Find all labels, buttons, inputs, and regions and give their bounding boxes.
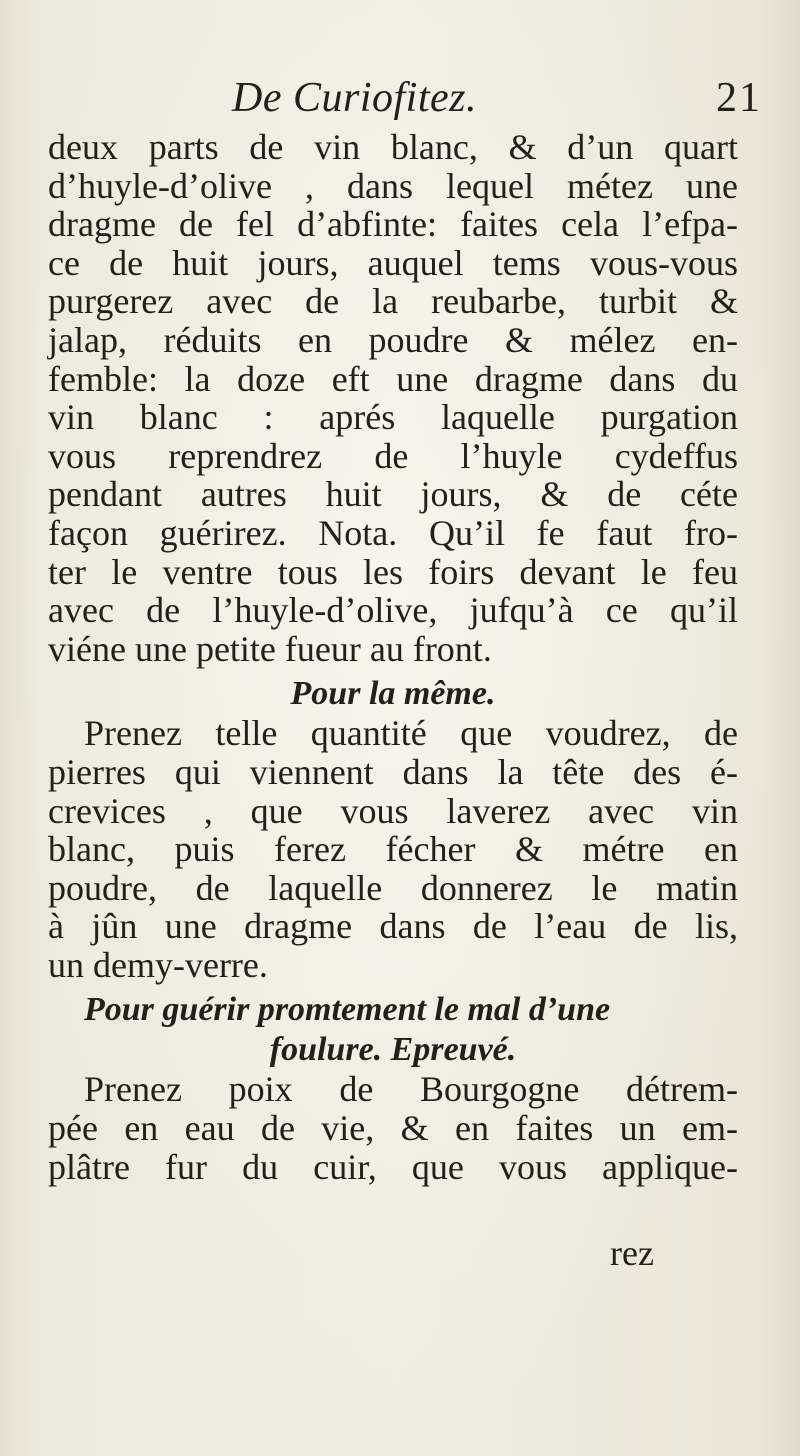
text-line: dragme de fel d’abfinte: faites cela l’efpa- (48, 204, 738, 245)
text-line: à jûn une dragme dans de l’eau de lis, (48, 906, 738, 947)
text-line: Prenez telle quantité que voudrez, de (84, 713, 738, 754)
text-line: blanc, puis ferez fécher & métre en (48, 829, 738, 870)
text-line: plâtre fur du cuir, que vous applique- (48, 1146, 738, 1187)
text-line: d’huyle-d’olive , dans lequel métez une (48, 165, 738, 206)
text-line: avec de l’huyle-d’olive, jufqu’à ce qu’il (48, 590, 738, 631)
text-line: deux parts de vin blanc, & d’un quart (48, 127, 738, 167)
text-line: vous reprendrez de l’huyle cydeffus (48, 435, 738, 476)
text-block (48, 128, 738, 1186)
text-line: pierres qui viennent dans la tête des é- (48, 751, 738, 792)
text-line: femble: la doze eft une dragme dans du (48, 358, 738, 399)
text-line: crevices , que vous laverez avec vin (48, 790, 738, 831)
text-line: viéne une petite fueur au front. (48, 628, 492, 669)
text-line: Prenez poix de Bourgogne détrem- (84, 1069, 738, 1110)
text-line: pée en eau de vie, & en faites un em- (48, 1108, 738, 1149)
page-number: 21 (716, 75, 762, 121)
text-line: purgerez avec de la reubarbe, turbit & (48, 281, 738, 322)
text-line: vin blanc : aprés laquelle purgation (48, 397, 738, 438)
text-line: un demy-verre. (48, 944, 268, 985)
section-heading: Pour la même. (290, 675, 496, 713)
page-header (0, 74, 800, 120)
text-line: ter le ventre tous les foirs devant le feu (48, 551, 738, 592)
text-line: ce de huit jours, auquel tems vous-vous (48, 242, 738, 283)
text-line: jalap, réduits en poudre & mélez en- (48, 319, 738, 360)
text-line: façon guérirez. Nota. Qu’il fe faut fro- (48, 512, 738, 553)
section-heading-continued: foulure. Epreuvé. (269, 1031, 517, 1069)
text-line: pendant autres huit jours, & de céte (48, 474, 738, 515)
text-line: poudre, de laquelle donnerez le matin (48, 867, 738, 908)
running-head: De Curiofitez. (232, 75, 477, 121)
section-heading: Pour guérir promtement le mal d’une (84, 991, 611, 1029)
catchword: rez (610, 1233, 654, 1273)
